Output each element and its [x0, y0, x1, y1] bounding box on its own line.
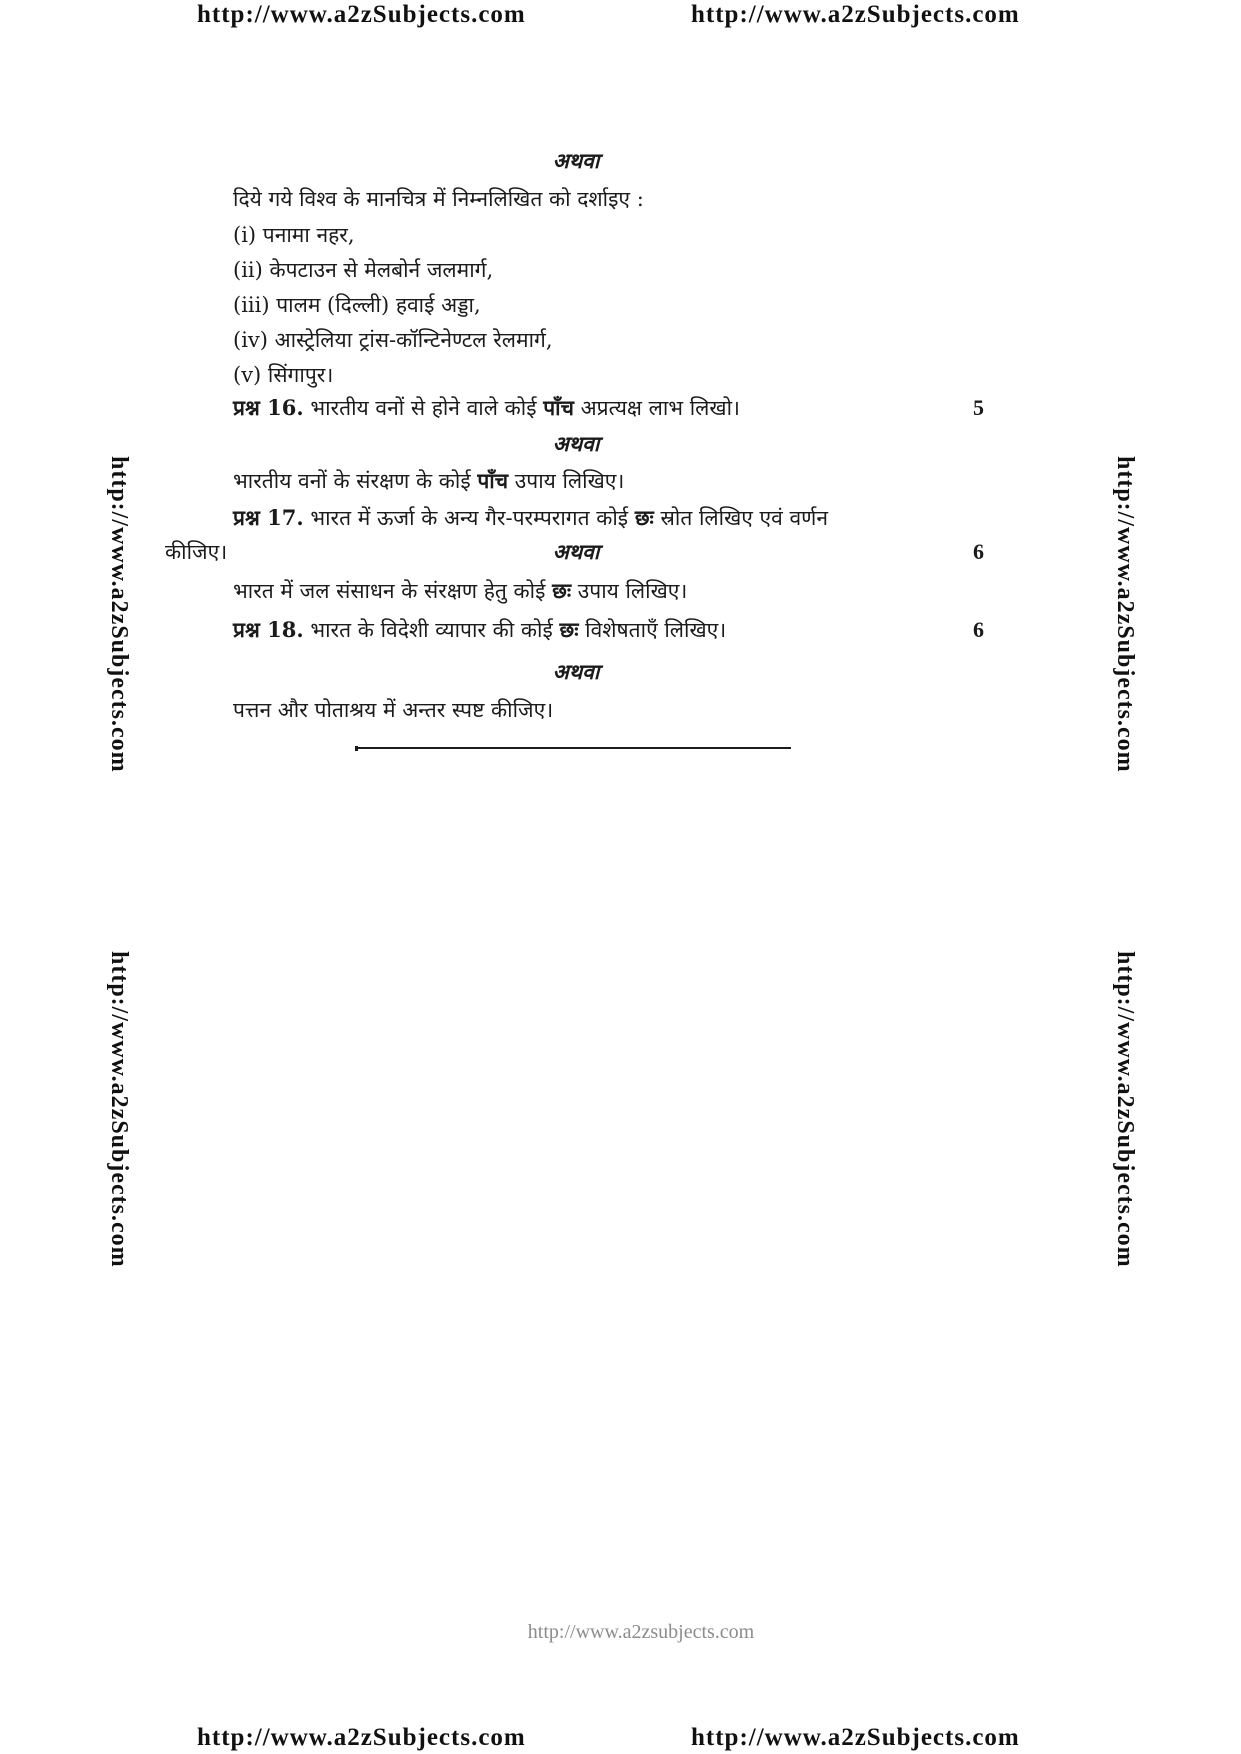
question-text: विशेषताएँ लिखिए।: [585, 618, 727, 642]
header-url-left: http://www.a2zSubjects.com: [197, 1, 526, 28]
or-label: अथवा: [552, 659, 600, 684]
question-18-marks: 6: [973, 617, 984, 642]
or-label: अथवा: [552, 539, 600, 564]
side-watermark-left-upper: http://www.a2zSubjects.com: [106, 456, 132, 773]
question-17-continuation: कीजिए।: [165, 540, 228, 564]
end-rule: [355, 747, 791, 749]
question-text: भारतीय वनों के संरक्षण के कोई: [233, 469, 471, 493]
question-text: भारतीय वनों से होने वाले कोई: [310, 396, 537, 420]
question-text: भारत में ऊर्जा के अन्य गैर-परम्परागत कोई: [310, 506, 629, 530]
question-text: उपाय लिखिए।: [514, 469, 625, 493]
side-watermark-right-upper: http://www.a2zSubjects.com: [1112, 456, 1138, 773]
question-text: स्रोत लिखिए एवं वर्णन: [660, 506, 829, 530]
question-18-text: [233, 616, 726, 644]
question-text: भारत में जल संसाधन के संरक्षण हेतु कोई: [233, 579, 546, 603]
map-item: (iv) आस्ट्रेलिया ट्रांस-कॉन्टिनेण्टल रेलमार्ग,: [233, 328, 553, 352]
header-url-right: http://www.a2zSubjects.com: [691, 1, 1020, 28]
map-item: (v) सिंगापुर।: [233, 363, 334, 387]
end-rule-tick: [355, 746, 358, 751]
question-emphasis: छः: [634, 505, 654, 530]
map-item: (ii) केपटाउन से मेलबोर्न जलमार्ग,: [233, 258, 494, 282]
question-label: प्रश्न 18.: [233, 617, 304, 642]
question-emphasis: छः: [559, 617, 579, 642]
or-label: अथवा: [552, 431, 600, 456]
or-label: अथवा: [552, 148, 600, 173]
question-17-alternative: [233, 577, 687, 605]
map-item: (iii) पालम (दिल्ली) हवाई अड्डा,: [233, 293, 481, 317]
question-text: अप्रत्यक्ष लाभ लिखो।: [580, 396, 740, 420]
footer-url-left: http://www.a2zSubjects.com: [197, 1724, 526, 1751]
question-text: भारत के विदेशी व्यापार की कोई: [310, 618, 553, 642]
map-item: (i) पनामा नहर,: [233, 223, 355, 247]
question-label: प्रश्न 17.: [233, 505, 304, 530]
question-16-alternative: [233, 467, 624, 495]
side-watermark-right-lower: http://www.a2zSubjects.com: [1112, 951, 1138, 1268]
question-text: उपाय लिखिए।: [577, 579, 688, 603]
question-label: प्रश्न 16.: [233, 395, 304, 420]
question-emphasis: पाँच: [543, 395, 574, 420]
footer-url-right: http://www.a2zSubjects.com: [691, 1724, 1020, 1751]
side-watermark-left-lower: http://www.a2zSubjects.com: [106, 951, 132, 1268]
map-instruction: दिये गये विश्व के मानचित्र में निम्नलिखित को दर्शाइए :: [233, 187, 644, 211]
question-18-alternative: पत्तन और पोताश्रय में अन्तर स्पष्ट कीजिए।: [233, 698, 554, 722]
question-17-text: [233, 504, 828, 532]
question-16-marks: 5: [973, 395, 984, 420]
footer-url-center: http://www.a2zsubjects.com: [527, 1621, 755, 1643]
question-emphasis: छः: [552, 578, 572, 603]
question-17-marks: 6: [973, 539, 984, 564]
question-16-text: [233, 394, 740, 422]
question-emphasis: पाँच: [477, 468, 509, 493]
